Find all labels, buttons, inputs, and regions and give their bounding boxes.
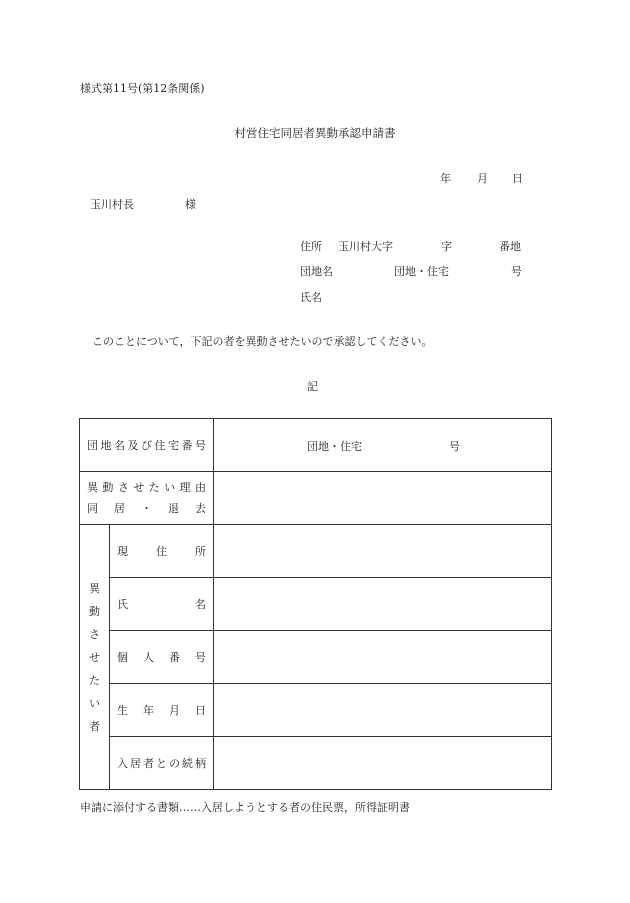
ki-heading: 記 xyxy=(307,380,318,393)
label-personal-number: 個 人 番 号 xyxy=(110,631,214,684)
applicant-address-row xyxy=(300,238,522,254)
form-number: 様式第11号(第12条関係) xyxy=(80,82,205,95)
value-personal-number[interactable] xyxy=(214,631,552,684)
table-row-reason xyxy=(80,472,552,525)
table-row-complex xyxy=(80,419,552,472)
document-title: 村営住宅同居者異動承認申請書 xyxy=(234,126,396,140)
complex-unit: 団地・住宅 xyxy=(394,265,449,278)
applicant-name-row xyxy=(300,289,522,305)
table-row-current-address xyxy=(80,525,552,578)
label-birthdate: 生 年 月 日 xyxy=(110,684,214,737)
date-month: 月 xyxy=(477,172,488,185)
value-name[interactable] xyxy=(214,578,552,631)
group-label-text: 異 動 さ せ た い 者 xyxy=(89,581,100,733)
label-complex-number xyxy=(80,419,214,472)
date-day: 日 xyxy=(512,172,523,185)
address-banchi: 番地 xyxy=(499,240,521,253)
addressee-honorific: 様 xyxy=(185,198,196,211)
address-label: 住所 xyxy=(300,240,322,253)
address-aza: 字 xyxy=(441,240,452,253)
attachment-note: 申請に添付する書類……入居しようとする者の住民票，所得証明書 xyxy=(80,801,410,814)
statement: このことについて，下記の者を異動させたいので承認してください。 xyxy=(92,335,433,348)
address-village: 玉川村大字 xyxy=(338,240,393,253)
label-complex-number-text: 団 地 名 及 び 住 宅 番 号 xyxy=(87,439,206,452)
table-complex-unit: 団地・住宅 xyxy=(307,440,362,453)
value-complex-number[interactable] xyxy=(214,419,552,472)
table-row-birthdate xyxy=(80,684,552,737)
label-reason-line2: 同 居 ・ 退 去 xyxy=(87,502,206,515)
label-current-address: 現 住 所 xyxy=(110,525,214,578)
name-label: 氏名 xyxy=(300,291,322,304)
applicant-complex-row xyxy=(300,263,522,279)
addressee-name: 玉川村長 xyxy=(90,198,134,211)
value-relationship[interactable] xyxy=(214,737,552,790)
table-row-personal-number xyxy=(80,631,552,684)
value-birthdate[interactable] xyxy=(214,684,552,737)
complex-number: 号 xyxy=(511,265,522,278)
label-name: 氏 名 xyxy=(110,578,214,631)
group-label-person xyxy=(80,525,110,790)
date-year: 年 xyxy=(440,172,451,185)
complex-label: 団地名 xyxy=(300,265,333,278)
value-reason[interactable] xyxy=(214,472,552,525)
details-table xyxy=(79,418,552,790)
label-reason xyxy=(80,472,214,525)
addressee xyxy=(90,196,196,212)
label-relationship: 入 居 者 と の 続 柄 xyxy=(110,737,214,790)
table-row-relationship xyxy=(80,737,552,790)
table-row-name xyxy=(80,578,552,631)
value-current-address[interactable] xyxy=(214,525,552,578)
label-reason-line1: 異 動 さ せ た い 理 由 xyxy=(87,481,206,494)
table-complex-number: 号 xyxy=(449,440,460,453)
